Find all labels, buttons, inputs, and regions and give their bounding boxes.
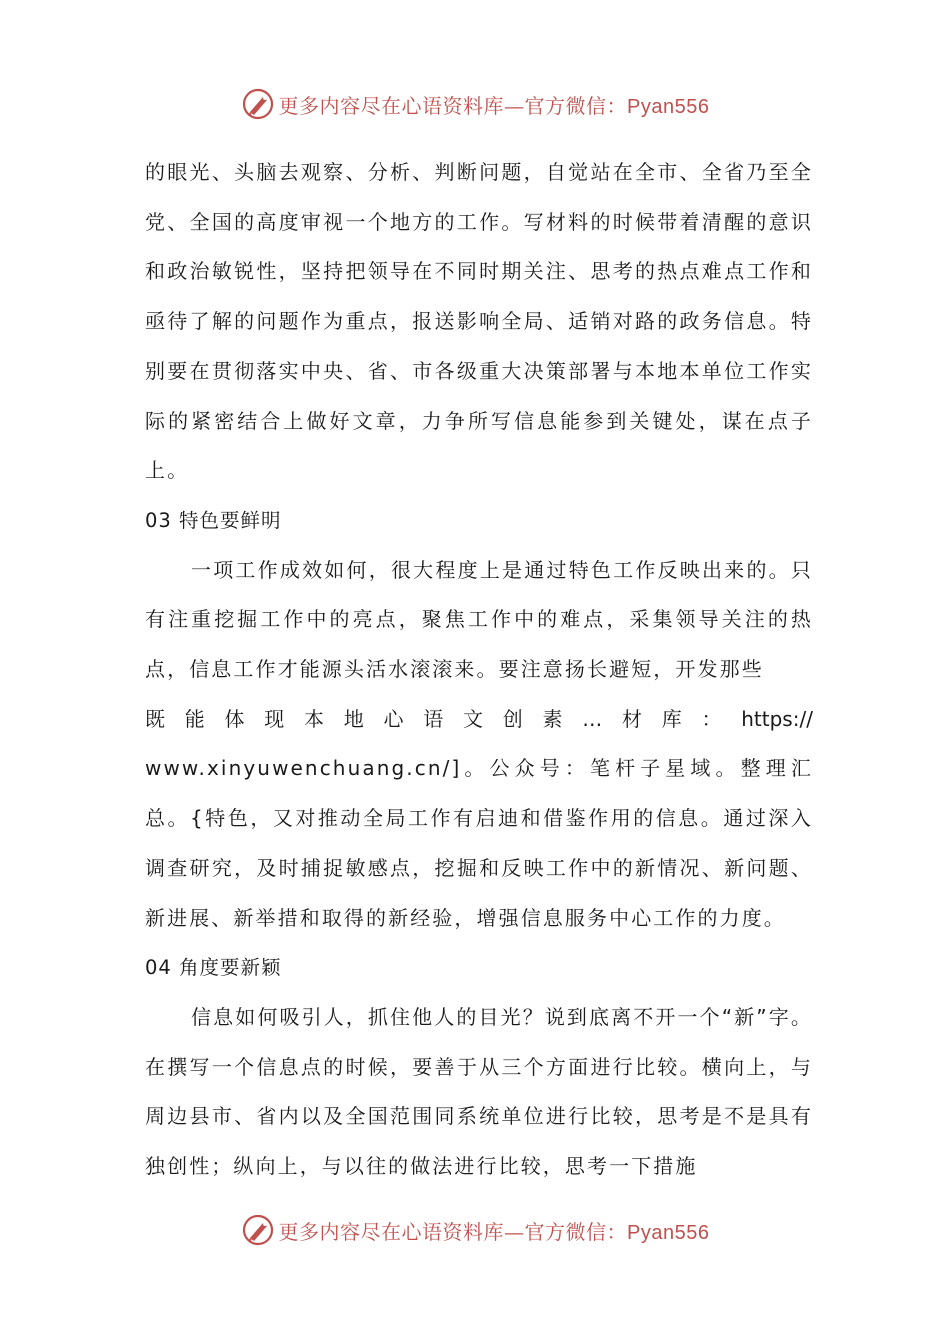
spaced-char: 地 (343, 706, 364, 731)
spaced-char: 文 (463, 706, 483, 731)
spaced-char: … (582, 706, 603, 731)
spaced-char: 现 (264, 706, 285, 731)
spaced-char: 能 (184, 706, 205, 731)
paragraph-2a: 一项工作成效如何，很大程度上是通过特色工作反映出来的。只有注重挖掘工作中的亮点，聚焦工作中的难点，采集领导关注的热点，信息工作才能源头活水滚滚来。要注意扬长避短，开发那些 (145, 557, 813, 682)
paragraph-2b: www.xinyuwenchuang.cn/]。公众号：笔杆子星域。整理汇总。{特色，又对推动全局工作有启迪和借鉴作用的信息。通过深入调查研究，及时捕捉敏感点，挖掘和反映工作中的新情况、新问题、新进展、新举措和取得的新经验，增强信息服务中心工作的力度。 (145, 756, 813, 930)
spaced-char: 创 (502, 706, 523, 731)
section-heading-03: 03 特色要鲜明 (145, 508, 282, 532)
spaced-char: 心 (383, 706, 404, 731)
spaced-char: 材 (622, 706, 642, 731)
document-body (145, 148, 813, 1192)
spaced-char: 素 (542, 706, 563, 731)
spaced-char: 语 (423, 706, 444, 731)
section-heading-04: 04 角度要新颖 (145, 956, 282, 980)
spaced-char: ： (701, 706, 722, 731)
pen-nib-logo-icon (241, 87, 275, 121)
paragraph-3: 信息如何吸引人，抓住他人的目光？说到底离不开一个“新”字。在撰写一个信息点的时候，要善于从三个方面进行比较。横向上，与周边县市、省内以及全国范围同系统单位进行比较，思考是不是具有独创性；纵向上，与以往的做法进行比较，思考一下措施 (145, 1004, 813, 1179)
spaced-char: 库 (661, 706, 682, 731)
footer-banner (0, 1210, 950, 1250)
banner-text: 更多内容尽在心语资料库—官方微信：Pyan556 (278, 93, 710, 118)
header-banner (0, 84, 950, 124)
spaced-char: 体 (224, 706, 245, 731)
spaced-char: 既 (145, 706, 165, 731)
paragraph-1: 的眼光、头脑去观察、分析、判断问题，自觉站在全市、全省乃至全党、全国的高度审视一个地方的工作。写材料的时候带着清醒的意识和政治敏锐性，坚持把领导在不同时期关注、思考的热点难点工作和亟待了解的问题作为重点，报送影响全局、适销对路的政务信息。特别要在贯彻落实中央、省、市各级重大决策部署与本地本单位工作实际的紧密结合上做好文章，力争所写信息能参到关键处，谋在点子上。 (145, 160, 813, 483)
spaced-char: 本 (304, 706, 324, 731)
spaced-line (145, 695, 813, 745)
spaced-char: https:// (741, 706, 813, 731)
banner-text: 更多内容尽在心语资料库—官方微信：Pyan556 (278, 1219, 710, 1244)
wechat-id: Pyan556 (627, 1221, 710, 1244)
pen-nib-logo-icon (241, 1213, 275, 1247)
wechat-id: Pyan556 (627, 95, 710, 118)
